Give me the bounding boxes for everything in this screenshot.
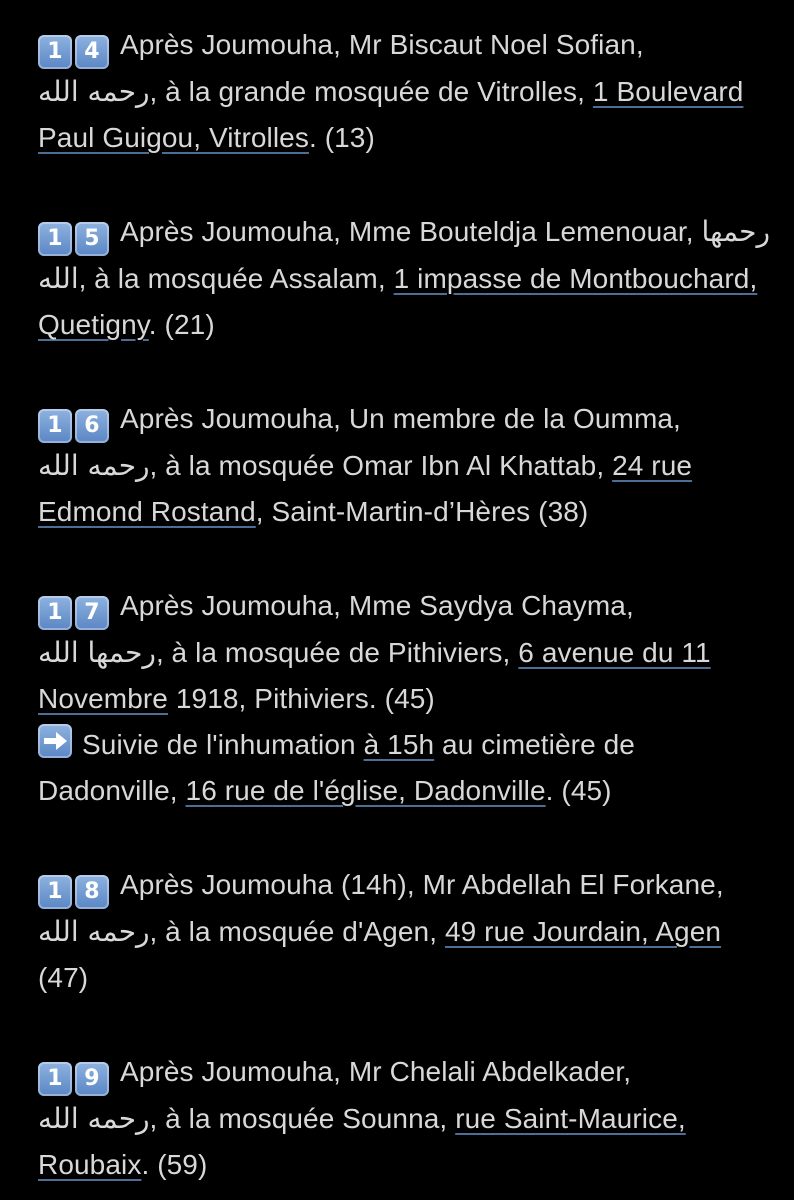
keycap-digit-icon: 9 <box>75 1062 109 1096</box>
entry-lead: Après Joumouha (14h), Mr Abdellah El Forkane, <box>120 869 724 900</box>
entry-tail: . (59) <box>141 1149 208 1180</box>
entry-lead: Après Joumouha, Un membre de la Oumma, <box>120 403 681 434</box>
keycap-digit-icon: 6 <box>75 409 109 443</box>
keycap-digit-icon: 1 <box>38 35 72 69</box>
entry-tail: , Saint-Martin-d’Hères (38) <box>255 496 589 527</box>
keycap-digit-icon: 1 <box>38 1062 72 1096</box>
entry-arabic: رحمه الله <box>38 75 150 108</box>
address-link[interactable]: rue Saint-Maurice, Roubaix <box>38 1103 686 1180</box>
keycap-digit-icon: 1 <box>38 222 72 256</box>
entry-number <box>38 869 112 904</box>
entry-number <box>38 590 112 625</box>
keycap-digit-icon: 7 <box>75 596 109 630</box>
entry-arabic: رحمه الله <box>38 449 150 482</box>
address-link[interactable]: 1 Boulevard Paul Guigou, Vitrolles <box>38 76 744 153</box>
address-link[interactable]: 6 avenue du 11 Novembre <box>38 637 711 714</box>
list-item <box>38 1049 778 1188</box>
entry-arabic: رحمها الله <box>38 215 771 295</box>
entry-tail: (47) <box>38 962 89 993</box>
entry-tail: . (13) <box>308 122 375 153</box>
entry-number <box>38 29 112 64</box>
entry-number <box>38 216 112 251</box>
address-link[interactable]: 24 rue Edmond Rostand <box>38 450 693 527</box>
entry-lead: Après Joumouha, Mme Saydya Chayma, <box>120 590 634 621</box>
list-item <box>38 396 778 535</box>
entry-place: , à la grande mosquée de Vitrolles, <box>149 76 593 107</box>
entry-arabic: رحمه الله <box>38 915 150 948</box>
time-link[interactable]: à 15h <box>363 729 435 760</box>
entry-lead: Après Joumouha, Mr Biscaut Noel Sofian, <box>120 29 644 60</box>
entry-number <box>38 1056 112 1091</box>
entry-arabic: رحمها الله <box>38 636 156 669</box>
address-link[interactable]: 16 rue de l'église, Dadonville <box>185 775 546 806</box>
keycap-digit-icon: 5 <box>75 222 109 256</box>
entry-tail: . (21) <box>148 309 215 340</box>
address-link[interactable]: 1 impasse de Montbouchard, Quetigny <box>38 263 758 340</box>
entry-lead: Après Joumouha, Mme Bouteldja Lemenouar, <box>120 216 702 247</box>
entry-lead: Après Joumouha, Mr Chelali Abdelkader, <box>120 1056 632 1087</box>
entry-place: , à la mosquée d'Agen, <box>149 916 445 947</box>
entry-place: , à la mosquée Assalam, <box>78 263 394 294</box>
keycap-digit-icon: 1 <box>38 409 72 443</box>
funeral-prayer-list <box>38 22 778 1188</box>
entry-place: , à la mosquée de Pithiviers, <box>155 637 519 668</box>
follow-text: Suivie de l'inhumation <box>82 729 364 760</box>
entry-tail: . (45) <box>545 775 612 806</box>
keycap-digit-icon: 4 <box>75 35 109 69</box>
list-item <box>38 583 778 814</box>
entry-place: , à la mosquée Sounna, <box>149 1103 456 1134</box>
keycap-digit-icon: 1 <box>38 596 72 630</box>
right-arrow-icon <box>38 724 72 758</box>
entry-number <box>38 403 112 438</box>
keycap-digit-icon: 8 <box>75 875 109 909</box>
follow-text: au cimetière de Dadonville, <box>38 729 635 806</box>
list-item <box>38 862 778 1001</box>
list-item <box>38 22 778 161</box>
list-item <box>38 209 778 348</box>
entry-tail: 1918, Pithiviers. (45) <box>167 683 435 714</box>
address-link[interactable]: 49 rue Jourdain, Agen <box>444 916 722 947</box>
keycap-digit-icon: 1 <box>38 875 72 909</box>
entry-arabic: رحمه الله <box>38 1102 150 1135</box>
entry-place: , à la mosquée Omar Ibn Al Khattab, <box>149 450 613 481</box>
